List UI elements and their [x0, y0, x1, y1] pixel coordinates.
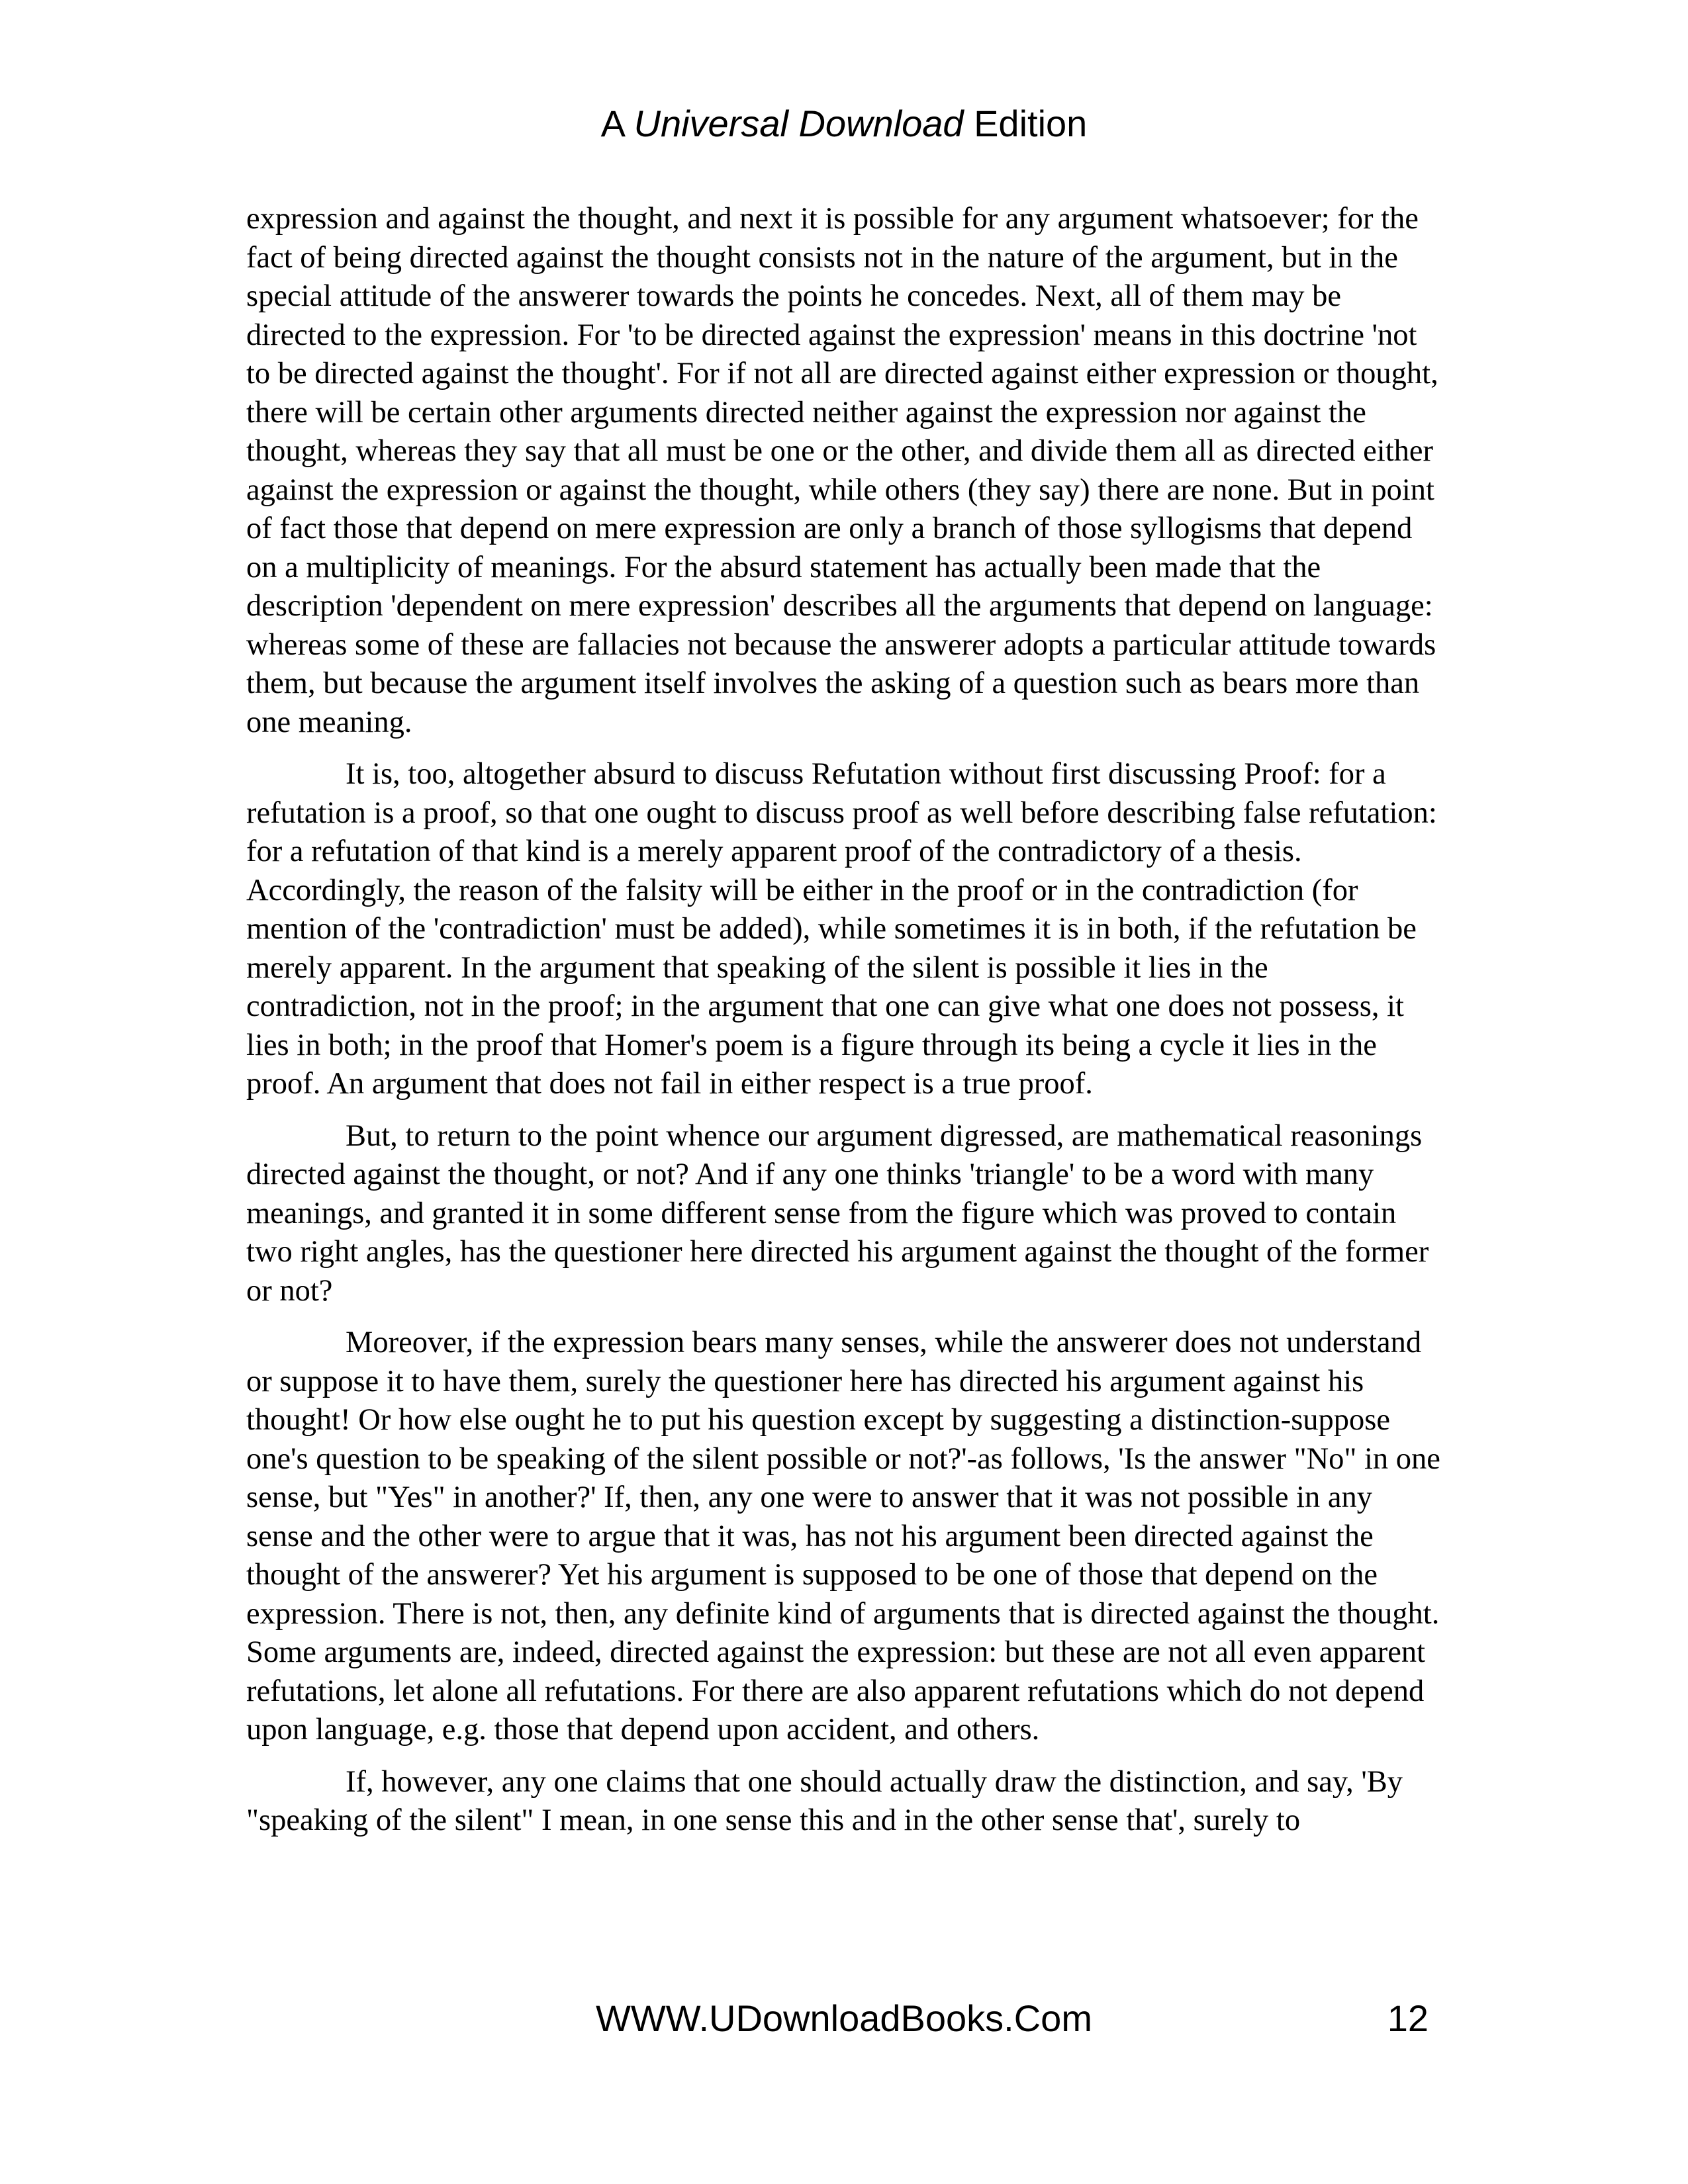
running-header — [0, 101, 1688, 147]
header-prefix: A — [600, 103, 634, 144]
footer-url: WWW.UDownloadBooks.Com — [596, 1997, 1092, 2039]
header-suffix: Edition — [963, 103, 1088, 144]
page-number: 12 — [1387, 1997, 1429, 2039]
paragraph: But, to return to the point whence our argument digressed, are mathematical reasonings directed against the thought, or not? And if any one thinks 'triangle' to be a word with many meanings, and granted it in some different sense from the figure which was proved to contain two right angles, has the questioner here directed his argument against the thought of the former or not? — [246, 1118, 1429, 1308]
page-body — [246, 200, 1442, 1854]
paragraph: expression and against the thought, and next it is possible for any argument whatsoever; for the fact of being directed against the thought consists not in the nature of the argument, but in the special attitude of the answerer towards the points he concedes. Next, all of them may be directed to the expression. For 'to be directed against the expression' means in this doctrine 'not to be directed against the thought'. For if not all are directed against either expression or thought, there will be certain other arguments directed neither against the expression nor against the thought, whereas they say that all must be one or the other, and divide them all as directed either against the expression or against the thought, while others (they say) there are none. But in point of fact those that depend on mere expression are only a branch of those syllogisms that depend on a multiplicity of meanings. For the absurd statement has actually been made that the description 'dependent on mere expression' describes all the arguments that depend on language: whereas some of these are fallacies not because the answerer adopts a particular attitude towards them, but because the argument itself involves the asking of a question such as bears more than one meaning. — [246, 202, 1438, 739]
paragraph: Moreover, if the expression bears many senses, while the answerer does not understand or suppose it to have them, surely the questioner here has directed his argument against his thought! Or how else ought he to put his question except by suggesting a distinction-suppose one's question to be speaking of the silent possible or not?'-as follows, 'Is the answer "No" in one sense, but "Yes" in another?' If, then, any one were to answer that it was not possible in any sense and the other were to argue that it was, has not his argument been directed against the thought of the answerer? Yet his argument is supposed to be one of those that depend on the expression. There is not, then, any definite kind of arguments that is directed against the thought. Some arguments are, indeed, directed against the expression: but these are not all even apparent refutations, let alone all refutations. For there are also apparent refutations which do not depend upon language, e.g. those that depend upon accident, and others. — [246, 1326, 1440, 1747]
paragraph: If, however, any one claims that one should actually draw the distinction, and say, 'By "speaking of the silent" I mean, in one sense this and in the other sense that', surely to — [246, 1764, 1403, 1837]
header-title: Universal Download — [633, 103, 964, 144]
paragraph: It is, too, altogether absurd to discuss Refutation without first discussing Proof: for a refutation is a proof, so that one ought to discuss proof as well before describing false refutation: for a refutation of that kind is a merely apparent proof of the contradictory of a thesis. Accordingly, the reason of the falsity will be either in the proof or in the contradiction (for mention of the 'contradiction' must be added), while sometimes it is in both, if the refutation be merely apparent. In the argument that speaking of the silent is possible it lies in the contradiction, not in the proof; in the argument that one can give what one does not possess, it lies in both; in the proof that Homer's poem is a figure through its being a cycle it lies in the proof. An argument that does not fail in either respect is a true proof. — [246, 757, 1437, 1101]
